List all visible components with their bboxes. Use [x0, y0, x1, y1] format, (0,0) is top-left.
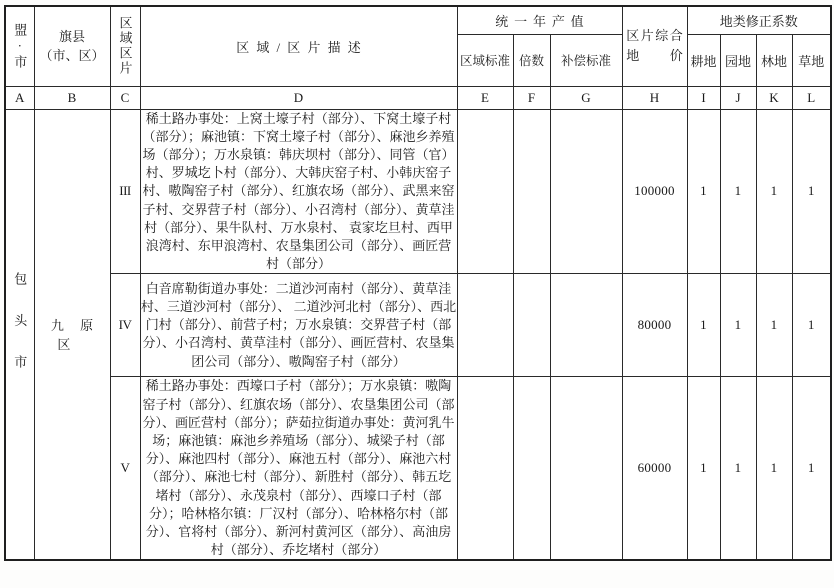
- col-letter-g: G: [550, 86, 622, 109]
- col-letter-l: L: [792, 86, 831, 109]
- cell-cultivated-zone-5: 1: [687, 377, 720, 561]
- col-letter-j: J: [720, 86, 756, 109]
- header-compensation-standard: 补偿标准: [550, 34, 622, 86]
- col-letter-h: H: [622, 86, 687, 109]
- header-league-city: [5, 6, 34, 86]
- header-unified-annual-value: 统一年产值: [457, 6, 622, 34]
- col-letter-k: K: [756, 86, 792, 109]
- land-price-table: [4, 5, 832, 561]
- cell-compensation-standard-zone-3: [550, 109, 622, 274]
- header-forest: 林地: [756, 34, 792, 86]
- col-letter-a: A: [5, 86, 34, 109]
- header-description: 区域/区片描述: [140, 6, 457, 86]
- cell-price-zone-4: 80000: [622, 274, 687, 377]
- table-row-zone-4: [5, 274, 831, 377]
- cell-forest-zone-4: 1: [756, 274, 792, 377]
- cell-zone-4: IV: [110, 274, 140, 377]
- header-zone-standard: 区域标准: [457, 34, 513, 86]
- cell-zone-standard-zone-5: [457, 377, 513, 561]
- header-comprehensive-price: [622, 6, 687, 86]
- header-county-line2: （市、区）: [39, 48, 105, 64]
- cell-description-zone-5: 稀土路办事处：西壕口子村（部分）；万水泉镇：嗷陶窑子村（部分）、红旗农场（部分）、农垦集团公司（部分）、画匠营村（部分）；萨茹拉街道办事处：黄河乳牛场；麻池镇：麻池乡养殖场（部分）、城梁子村（部分）、麻池四村（部分）、麻池五村（部分）、麻池六村（部分）、麻池七村（部分）、新胜村（部分）、韩五圪堵村（部分）、永茂泉村（部分）、西壕口子村（部分）；哈林格尔镇：厂汉村（部分）、哈林格尔村（部分）、官将村（部分）、新河村黄河区（部分）、高油房村（部分）、乔圪堵村（部分）: [140, 377, 457, 561]
- header-county: [34, 6, 110, 86]
- cell-multiple-zone-4: [513, 274, 550, 377]
- col-letter-d: D: [140, 86, 457, 109]
- header-land-type-coefficient: 地类修正系数: [687, 6, 831, 34]
- cell-description-zone-3: 稀土路办事处：上窝土壕子村（部分）、下窝土壕子村（部分）；麻池镇：下窝土壕子村（部分）、麻池乡养殖场（部分）；万水泉镇：韩庆坝村（部分）、同管（官）村、罗城圪卜村（部分）、大韩庆窑子村、小韩庆窑子村、嗷陶窑子村（部分）、红旗农场（部分）、武黑来窑子村、交界营子村（部分）、小召湾村（部分）、黄草洼村（部分）、果牛队村、万水泉村、 袁家圪旦村、西甲浪湾村、东甲浪湾村、农垦集团公司（部分）、画匠营村（部分）: [140, 109, 457, 274]
- cell-compensation-standard-zone-4: [550, 274, 622, 377]
- cell-city: [5, 109, 34, 560]
- header-zone-piece: [110, 6, 140, 86]
- table-row-zone-3: [5, 109, 831, 274]
- cell-county: 九原区: [34, 109, 110, 560]
- header-county-line1: 旗县: [58, 28, 85, 44]
- document-page: [4, 5, 832, 561]
- header-zone-piece-label: 区域区片: [117, 16, 133, 77]
- cell-zone-standard-zone-4: [457, 274, 513, 377]
- cell-zone-standard-zone-3: [457, 109, 513, 274]
- col-letter-b: B: [34, 86, 110, 109]
- header-cultivated: 耕地: [687, 34, 720, 86]
- cell-price-zone-3: 100000: [622, 109, 687, 274]
- cell-price-zone-5: 60000: [622, 377, 687, 561]
- cell-compensation-standard-zone-5: [550, 377, 622, 561]
- cell-multiple-zone-5: [513, 377, 550, 561]
- header-comprehensive-price-label: 区片综合地价: [626, 28, 683, 64]
- cell-multiple-zone-3: [513, 109, 550, 274]
- cell-forest-zone-5: 1: [756, 377, 792, 561]
- col-letter-e: E: [457, 86, 513, 109]
- cell-garden-zone-4: 1: [720, 274, 756, 377]
- col-letter-c: C: [110, 86, 140, 109]
- cell-forest-zone-3: 1: [756, 109, 792, 274]
- col-letter-f: F: [513, 86, 550, 109]
- cell-garden-zone-3: 1: [720, 109, 756, 274]
- header-league-city-label: 盟·市: [12, 22, 28, 70]
- cell-grass-zone-4: 1: [792, 274, 831, 377]
- cell-grass-zone-5: 1: [792, 377, 831, 561]
- city-label: 包头市: [12, 272, 28, 397]
- cell-description-zone-4: 白音席勒街道办事处：二道沙河南村（部分）、黄草洼村、三道沙河村（部分）、 二道沙河北村（部分）、西北门村（部分）、前营子村；万水泉镇：交界营子村（部分）、小召湾村、黄草洼村（部分）、画匠营村、农垦集团公司（部分）、嗷陶窑子村（部分）: [140, 274, 457, 377]
- table-row-zone-5: [5, 377, 831, 561]
- cell-grass-zone-3: 1: [792, 109, 831, 274]
- header-multiple: 倍数: [513, 34, 550, 86]
- cell-garden-zone-5: 1: [720, 377, 756, 561]
- cell-zone-5: V: [110, 377, 140, 561]
- cell-zone-3: III: [110, 109, 140, 274]
- header-row-1: [5, 6, 831, 34]
- col-letter-i: I: [687, 86, 720, 109]
- header-garden: 园地: [720, 34, 756, 86]
- cell-cultivated-zone-3: 1: [687, 109, 720, 274]
- column-letter-row: [5, 86, 831, 109]
- header-grass: 草地: [792, 34, 831, 86]
- cell-cultivated-zone-4: 1: [687, 274, 720, 377]
